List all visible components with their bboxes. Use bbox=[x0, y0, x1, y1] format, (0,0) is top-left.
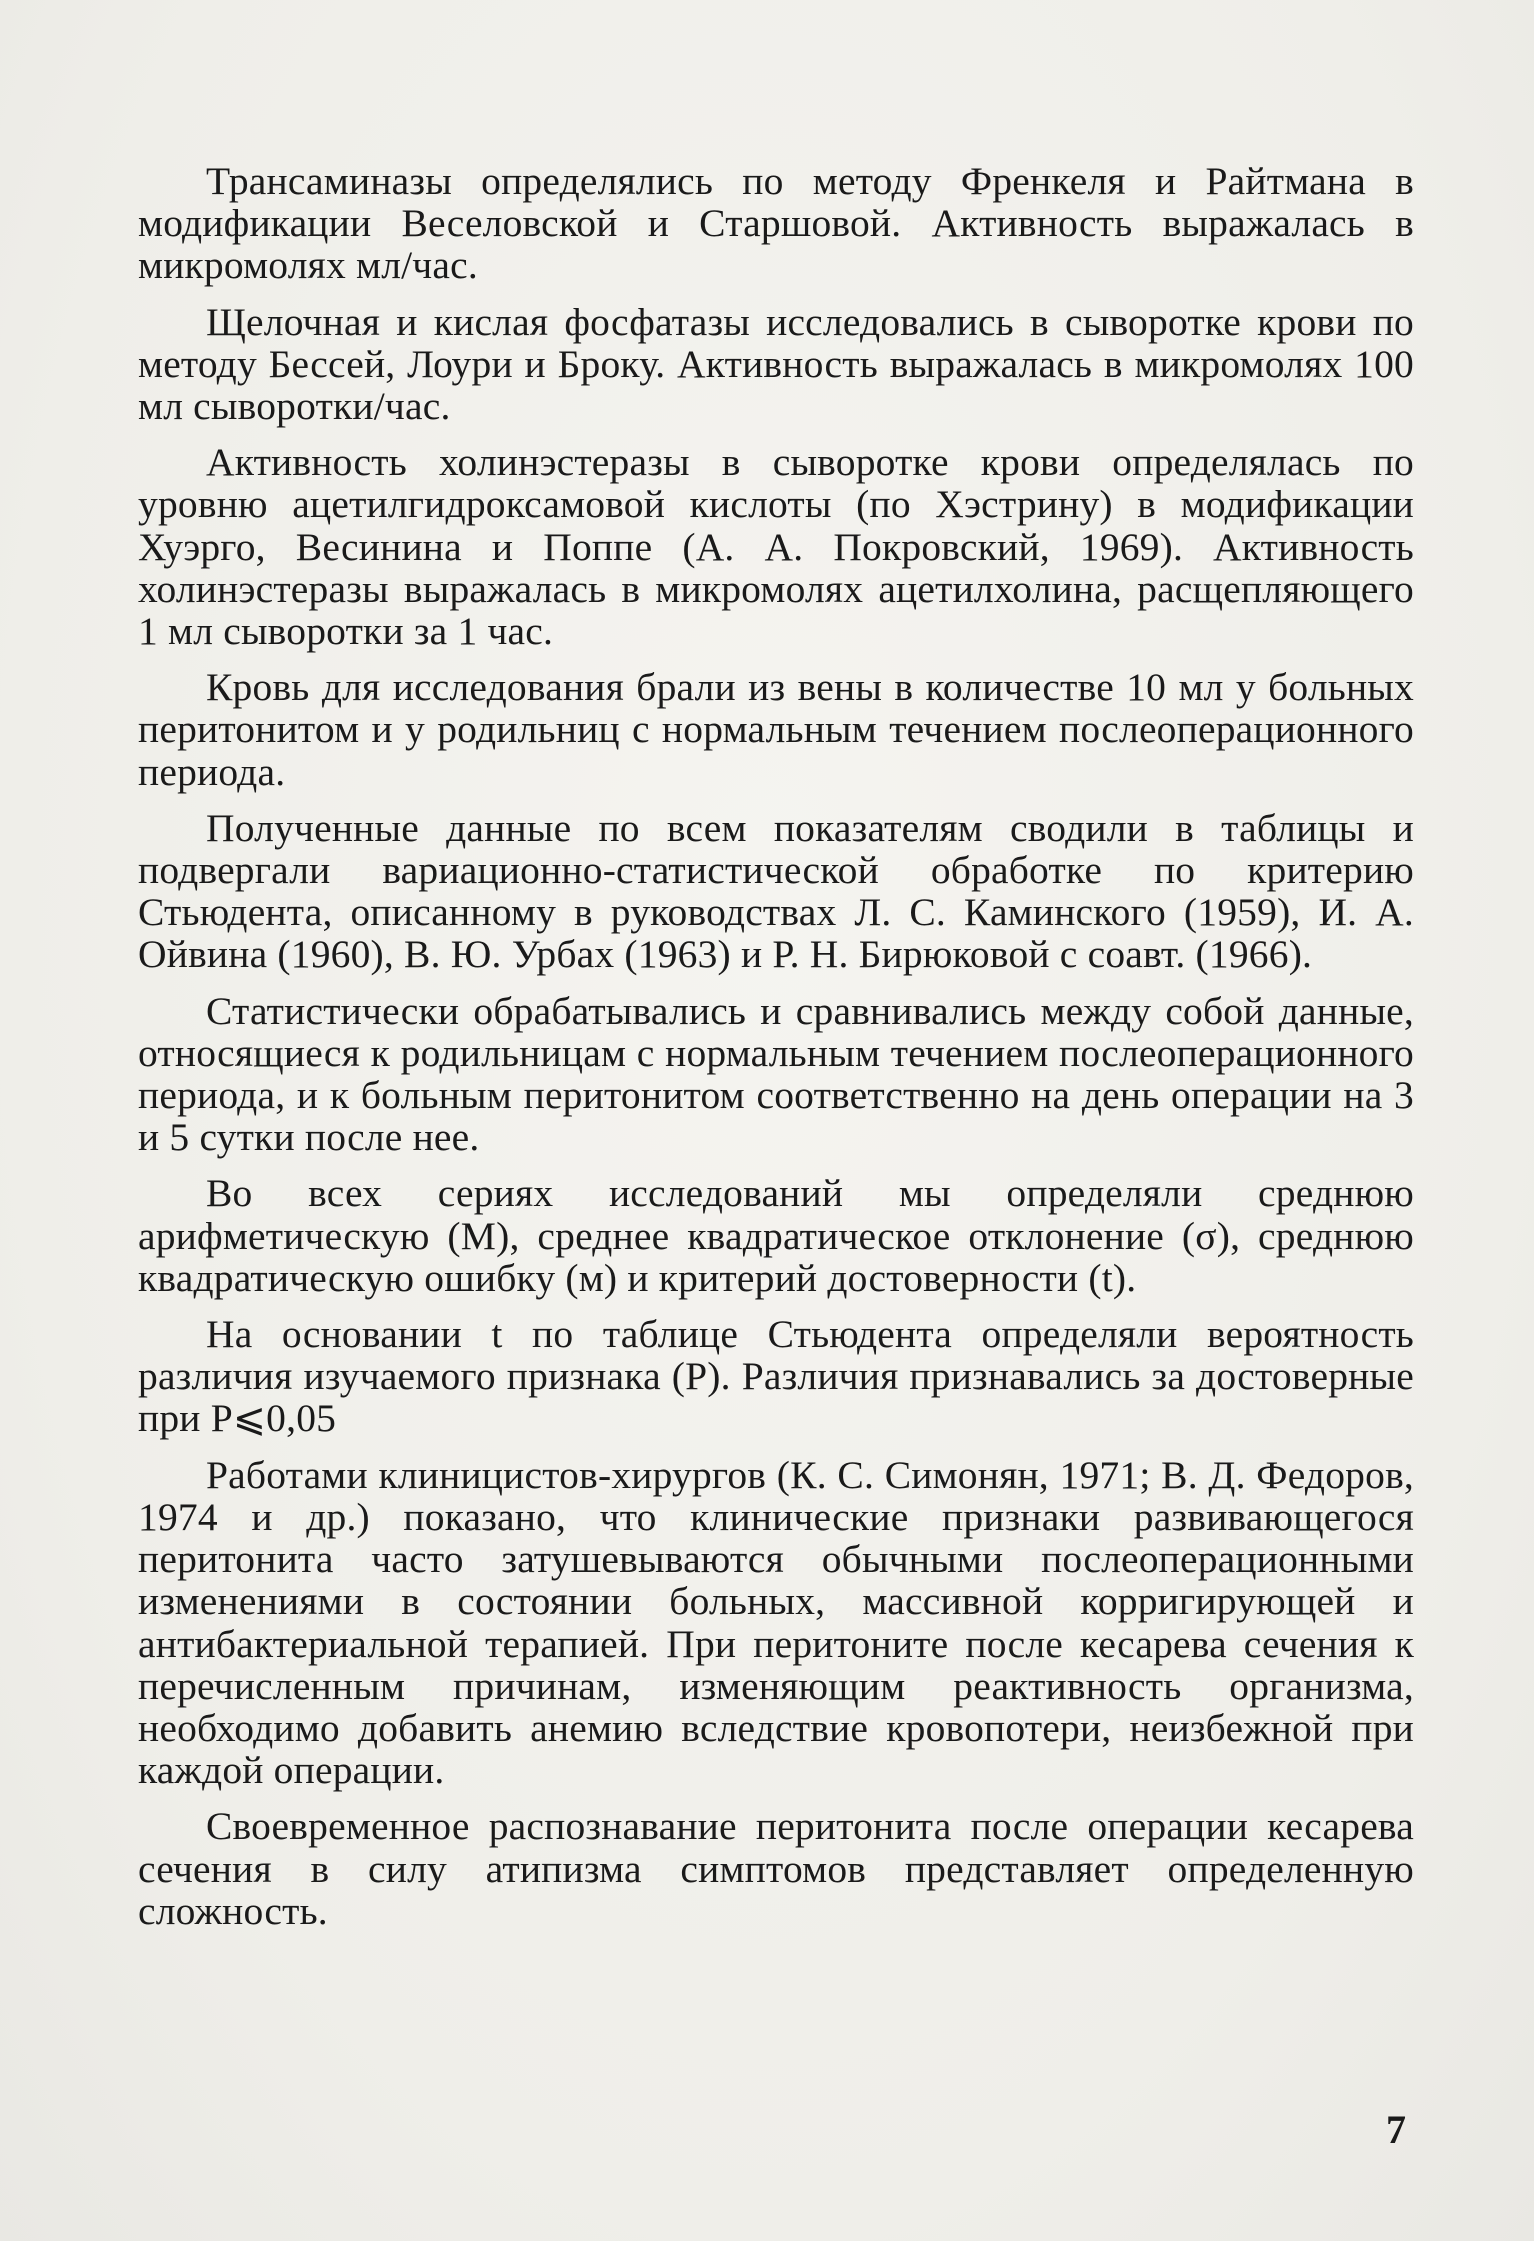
paragraph-clinicians: Работами клиницистов-хирургов (К. С. Симонян, 1971; В. Д. Федоров, 1974 и др.) показано, что клинические признаки развивающегося перитонита часто затушевываются обычными послеоперационными изменениями в состоянии больных, массивной корригирующей и антибактериальной терапией. При перитоните после кесарева сечения к перечисленным причинам, изменяющим реактивность организма, необходимо добавить анемию вследствие кровопотери, неизбежной при каждой операции. bbox=[138, 1452, 1414, 1793]
paragraph-comparison: Статистически обрабатывались и сравнивались между собой данные, относящиеся к родильницам с нормальным течением послеоперационного периода, и к больным перитонитом соответственно на день операции на 3 и 5 сутки после нее. bbox=[138, 988, 1414, 1160]
paragraph-statistical-processing: Полученные данные по всем показателям сводили в таблицы и подвергали вариационно-статистической обработке по критерию Стьюдента, описанному в руководствах Л. С. Каминского (1959), И. А. Ойвина (1960), В. Ю. Урбах (1963) и Р. Н. Бирюковой с соавт. (1966). bbox=[138, 805, 1414, 977]
paragraph-cholinesterase: Активность холинэстеразы в сыворотке крови определялась по уровню ацетилгидроксамовой кислоты (по Хэстрину) в модификации Хуэрго, Весинина и Поппе (А. А. Покровский, 1969). Активность холинэстеразы выражалась в микромолях ацетилхолина, расщепляющего 1 мл сыворотки за 1 час. bbox=[138, 440, 1414, 654]
paragraph-transaminases: Трансаминазы определялись по методу Френкеля и Райтмана в модификации Веселовской и Старшовой. Активность выражалась в микромолях мл/час. bbox=[138, 159, 1414, 288]
body-text bbox=[138, 160, 1414, 1946]
paragraph-phosphatases: Щелочная и кислая фосфатазы исследовались в сыворотке крови по методу Бессей, Лоури и Броку. Активность выражалась в микромолях 100 мл сыворотки/час. bbox=[138, 299, 1414, 429]
paragraph-blood-sampling: Кровь для исследования брали из вены в количестве 10 мл у больных перитонитом и у родильниц с нормальным течением послеоперационного периода. bbox=[138, 665, 1414, 794]
paragraph-timely-diagnosis: Своевременное распознавание перитонита после операции кесарева сечения в силу атипизма симптомов представляет определенную сложность. bbox=[138, 1804, 1414, 1933]
paragraph-series: Во всех сериях исследований мы определяли среднюю арифметическую (М), среднее квадратическое отклонение (σ), среднюю квадратическую ошибку (м) и критерий достоверности (t). bbox=[138, 1171, 1414, 1300]
page-number: 7 bbox=[1386, 2107, 1406, 2152]
paragraph-student-table: На основании t по таблице Стьюдента определяли вероятность различия изучаемого признака (Р). Различия признавались за достоверные при Р⩽0,05 bbox=[138, 1312, 1414, 1441]
